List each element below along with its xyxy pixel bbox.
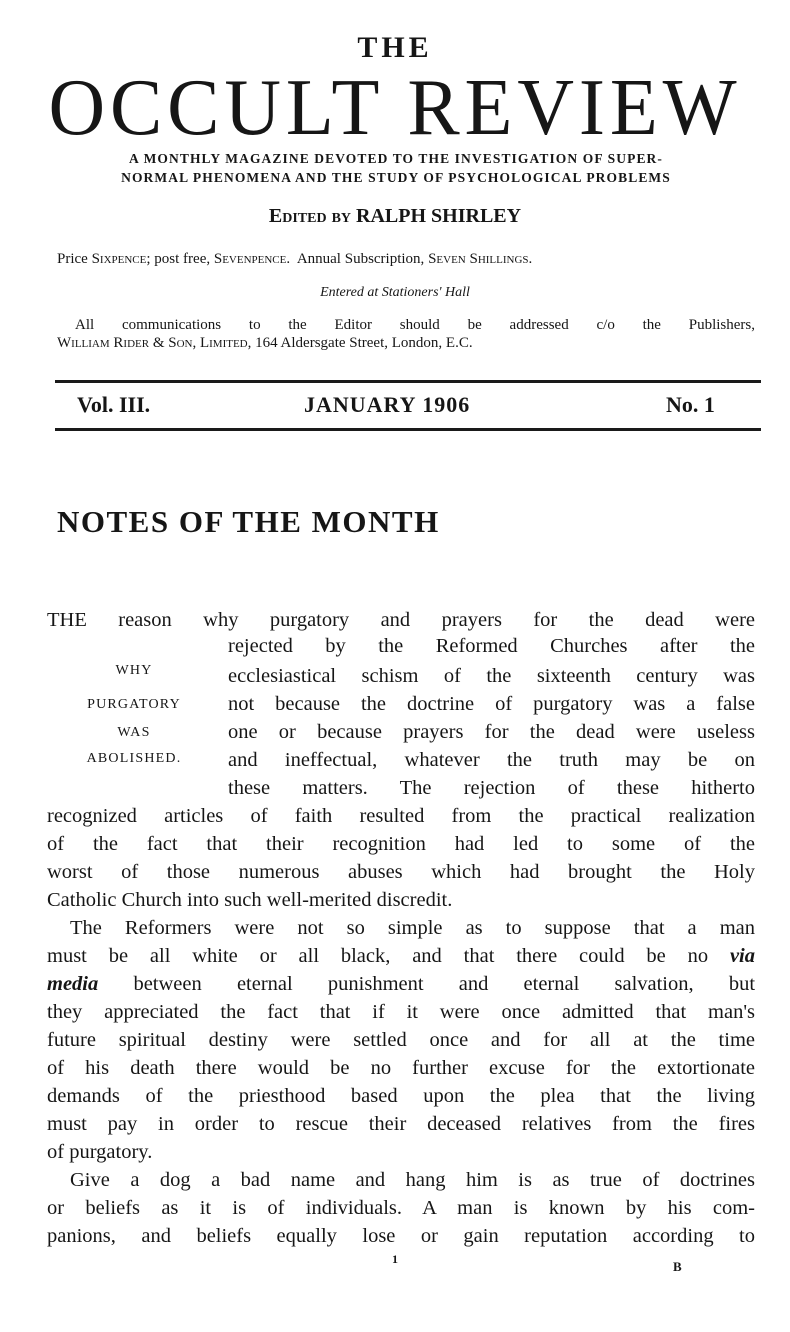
publisher-name: William Rider & Son, Limited,: [57, 335, 252, 351]
media-italic: media: [47, 973, 99, 995]
para2-line: of purgatory.: [47, 1141, 153, 1163]
publisher-address: 164 Aldersgate Street, London, E.C.: [255, 335, 473, 351]
para2-line: must pay in order to rescue their deceased relatives from the fires: [47, 1113, 755, 1135]
para1-line: recognized articles of faith resulted from the practical realization: [47, 805, 755, 827]
sidenote-line: WHY: [115, 663, 153, 678]
post-value: Sevenpence.: [213, 251, 291, 267]
para2-line: future spiritual destiny were settled once and for all at the time: [47, 1029, 755, 1051]
para2-line: of his death there would be no further excuse for the extortionate: [47, 1057, 755, 1079]
edited-by-label: Edited by: [268, 205, 352, 227]
masthead-subtitle-line-2: NORMAL PHENOMENA AND THE STUDY OF PSYCHOLOGICAL PROBLEMS: [121, 170, 671, 185]
para3-line: Give a dog a bad name and hang him is as true of doctrines: [70, 1169, 755, 1191]
masthead-subtitle-line-1: A MONTHLY MAGAZINE DEVOTED TO THE INVESTIGATION OF SUPER-: [128, 151, 664, 166]
masthead-the: THE: [357, 31, 433, 64]
editor-credit: [0, 203, 790, 229]
top-rule: [55, 380, 761, 383]
post-label: ; post free,: [146, 251, 211, 267]
para2-line: they appreciated the fact that if it were once admitted that man's: [47, 1001, 755, 1023]
volume-number: Vol. III.: [77, 392, 151, 417]
issue-number: No. 1: [666, 392, 715, 417]
communications-line-2: [57, 333, 473, 353]
para3-line: panions, and beliefs equally lose or gain reputation according to: [47, 1225, 755, 1247]
annual-label: Annual Subscription,: [296, 251, 425, 267]
section-title: NOTES OF THE MONTH: [57, 504, 440, 539]
para2-line: [47, 971, 755, 997]
para1-narrow-line: rejected by the Reformed Churches after the: [228, 635, 755, 657]
para1-line: worst of those numerous abuses which had brought the Holy: [47, 861, 755, 883]
price-line: [57, 249, 757, 269]
signature-mark: B: [673, 1259, 683, 1274]
para1-narrow-line: these matters. The rejection of these hitherto: [228, 777, 755, 799]
para1-line: of the fact that their recognition had led to some of the: [47, 833, 755, 855]
para2-line2-text: must be all white or all black, and that there could be no: [47, 945, 709, 967]
para1-lead-line: THE reason why purgatory and prayers for the dead were: [47, 609, 755, 631]
annual-value: Seven Shillings.: [428, 251, 533, 267]
price-value: Sixpence: [91, 251, 147, 267]
sidenote-line: WAS: [117, 725, 151, 740]
issue-date: JANUARY 1906: [304, 392, 471, 417]
para2-line: demands of the priesthood based upon the plea that the living: [47, 1085, 755, 1107]
page-number: 1: [392, 1252, 398, 1266]
para2-line3-text: between eternal punishment and eternal salvation, but: [133, 973, 756, 995]
entered-note: Entered at Stationers' Hall: [320, 285, 470, 300]
communications-line-1: All communications to the Editor should be addressed c/o the Publishers,: [75, 317, 755, 333]
para1-narrow-line: one or because prayers for the dead were useless: [228, 721, 755, 743]
bottom-rule: [55, 428, 761, 431]
price-label: Price: [57, 251, 88, 267]
para2-line: The Reformers were not so simple as to suppose that a man: [70, 917, 755, 939]
sidenote-line: PURGATORY: [87, 697, 181, 712]
sidenote-line: ABOLISHED.: [86, 751, 182, 766]
para3-line: or beliefs as it is of individuals. A man is known by his com-: [47, 1197, 755, 1219]
masthead-title: OCCULT REVIEW: [48, 64, 742, 152]
para1-narrow-line: and ineffectual, whatever the truth may be on: [228, 749, 755, 771]
para2-line: [47, 943, 755, 969]
para1-line: Catholic Church into such well-merited discredit.: [47, 889, 453, 911]
sidenote-why-purgatory-was-abolished: [54, 661, 214, 769]
via-italic: via: [729, 945, 755, 967]
para1-narrow-line: ecclesiastical schism of the sixteenth century was: [228, 665, 755, 687]
para1-narrow-line: not because the doctrine of purgatory was a false: [228, 693, 755, 715]
editor-name: RALPH SHIRLEY: [356, 205, 522, 227]
